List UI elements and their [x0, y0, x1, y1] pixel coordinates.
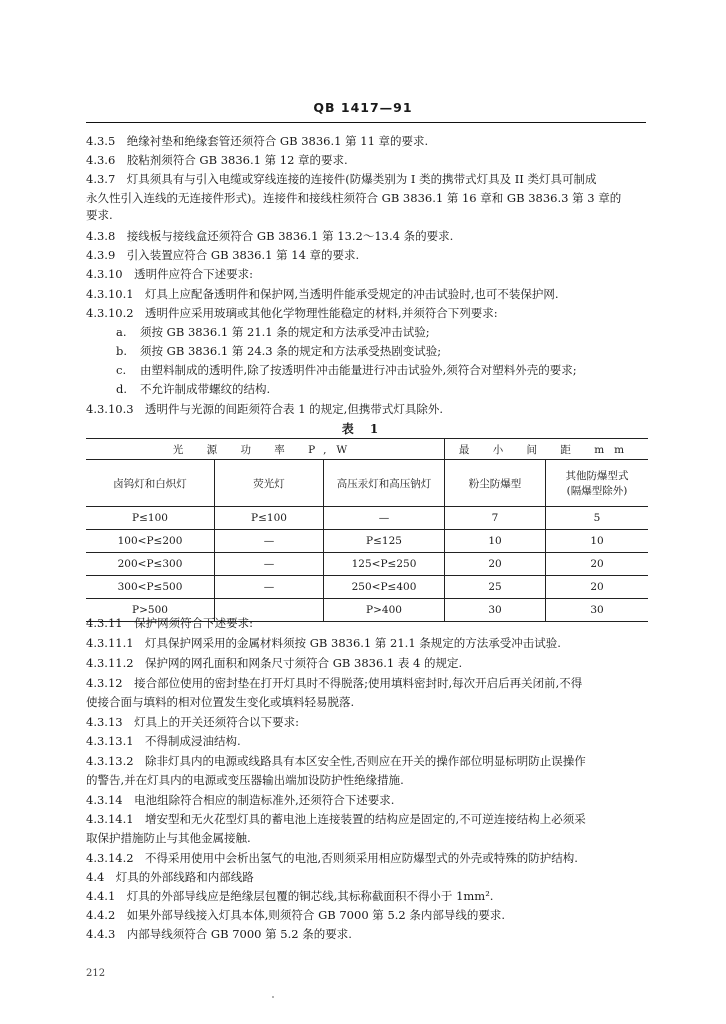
paragraph: 的警告,并在灯具内的电源或变压器输出端加设防护性绝缘措施. [86, 773, 404, 787]
list-item-text: 须按 GB 3836.1 第 24.3 条的规定和方法承受热剧变试验; [140, 344, 442, 358]
table-cell: 7 [445, 507, 546, 530]
table-row [86, 507, 648, 530]
table-cell: 25 [445, 576, 546, 599]
paragraph: 4.3.10 透明件应符合下述要求: [86, 267, 253, 281]
paragraph: 4.4.1 灯具的外部导线应是绝缘层包覆的铜芯线,其标称截面积不得小于 1mm². [86, 889, 494, 903]
list-item-text: 不允许制成带螺纹的结构. [140, 382, 271, 396]
paragraph: 4.3.7 灯具须具有与引入电缆或穿线连接的连接件(防爆类别为 I 类的携带式灯具及 II 类灯具可制成 [86, 172, 597, 186]
list-item [116, 361, 656, 380]
paragraph: 取保护措施防止与其他金属接触. [86, 831, 251, 845]
table-cell: 100<P≤200 [86, 530, 215, 553]
table-header-row [86, 460, 648, 507]
table-cell: 10 [445, 530, 546, 553]
paragraph: 4.3.11.2 保护网的网孔面积和网条尺寸须符合 GB 3836.1 表 4 的规定. [86, 656, 463, 670]
list-item [116, 342, 656, 361]
table-column-header [546, 460, 649, 507]
table-group-header-row [86, 439, 648, 460]
list-item-label: a. [116, 325, 127, 339]
table-cell: 30 [546, 599, 649, 622]
table-column-header: 粉尘防爆型 [445, 460, 546, 507]
paragraph: 4.3.13 灯具上的开关还须符合以下要求: [86, 715, 299, 729]
paragraph: 永久性引入连线的无连接件形式)。连接件和接线柱须符合 GB 3836.1 第 16 章和 GB 3836.3 第 3 章的 [86, 191, 622, 205]
list-item [116, 380, 656, 399]
list-item-text: 须按 GB 3836.1 第 21.1 条的规定和方法承受冲击试验; [140, 325, 430, 339]
paragraph: 4.3.11.1 灯具保护网采用的金属材料须按 GB 3836.1 第 21.1 条规定的方法承受冲击试验. [86, 636, 561, 650]
paragraph: 4.3.13.1 不得制成浸油结构. [86, 734, 241, 748]
paragraph: 4.3.10.2 透明件应采用玻璃或其他化学物理性能稳定的材料,并须符合下列要求: [86, 306, 498, 320]
list-item-label: d. [116, 382, 128, 396]
paragraph: 4.3.9 引入装置应符合 GB 3836.1 第 14 章的要求. [86, 248, 360, 262]
paragraph: 4.3.8 接线板与接线盒还须符合 GB 3836.1 第 13.2～13.4 条的要求. [86, 229, 454, 243]
table-cell: P>500 [86, 599, 215, 622]
table-cell: P≤100 [215, 507, 324, 530]
paragraph: 4.3.11 保护网须符合下述要求: [86, 616, 253, 630]
paragraph: 4.3.12 接合部位使用的密封垫在打开灯具时不得脱落;使用填料密封时,每次开启后再关闭前,不得 [86, 676, 583, 690]
table-cell: — [215, 553, 324, 576]
paragraph: 4.4.2 如果外部导线接入灯具本体,则须符合 GB 7000 第 5.2 条内部导线的要求. [86, 908, 506, 922]
table-group-header: 光 源 功 率 P,W [86, 439, 445, 460]
list-item-text: 由塑料制成的透明件,除了按透明件冲击能量进行冲击试验外,须符合对塑料外壳的要求; [140, 363, 577, 377]
table-group-header: 最 小 间 距 mm [445, 439, 649, 460]
table-caption: 表 1 [341, 422, 385, 436]
table-column-header-line: (隔爆型除外) [566, 485, 628, 497]
table-cell: 300<P≤500 [86, 576, 215, 599]
paragraph: 4.3.10.3 透明件与光源的间距须符合表 1 的规定,但携带式灯具除外. [86, 402, 443, 416]
table-row [86, 530, 648, 553]
table-cell: 5 [546, 507, 649, 530]
header-rule [86, 122, 646, 123]
paragraph: 4.3.10.1 灯具上应配备透明件和保护网,当透明件能承受规定的冲击试验时,也可不装保护网. [86, 287, 559, 301]
standard-number-header: QB 1417—91 [313, 100, 413, 115]
paragraph: 4.3.14.1 增安型和无火花型灯具的蓄电池上连接装置的结构应是固定的,不可逆连接结构上必须采 [86, 812, 586, 826]
list-item-label: c. [116, 363, 127, 377]
table-cell: 20 [445, 553, 546, 576]
table-column-header-line: 其他防爆型式 [565, 470, 629, 482]
table-cell: 250<P≤400 [324, 576, 445, 599]
table-column-header: 卤钨灯和白炽灯 [86, 460, 215, 507]
table-cell: 20 [546, 576, 649, 599]
table-cell: P≤125 [324, 530, 445, 553]
table-column-header: 荧光灯 [215, 460, 324, 507]
table-row [86, 553, 648, 576]
table-cell: — [215, 530, 324, 553]
paragraph: 4.3.6 胶粘剂须符合 GB 3836.1 第 12 章的要求. [86, 153, 348, 167]
table-cell: 20 [546, 553, 649, 576]
paragraph: 4.3.5 绝缘衬垫和绝缘套管还须符合 GB 3836.1 第 11 章的要求. [86, 134, 429, 148]
table-cell: 10 [546, 530, 649, 553]
list-item [116, 323, 656, 342]
table-cell: 30 [445, 599, 546, 622]
list-item-label: b. [116, 344, 128, 358]
paragraph: 要求. [86, 208, 113, 222]
paragraph: 4.3.14.2 不得采用使用中会析出氢气的电池,否则须采用相应防爆型式的外壳或特殊的防护结构. [86, 851, 578, 865]
scan-speck [272, 996, 274, 998]
spacing-table [86, 438, 648, 622]
page-number: 212 [86, 968, 106, 979]
table-column-header: 高压汞灯和高压钠灯 [324, 460, 445, 507]
table-cell: — [215, 576, 324, 599]
table-row [86, 576, 648, 599]
paragraph: 4.4.3 内部导线须符合 GB 7000 第 5.2 条的要求. [86, 927, 352, 941]
table-cell: 200<P≤300 [86, 553, 215, 576]
paragraph: 4.3.13.2 除非灯具内的电源或线路具有本区安全性,否则应在开关的操作部位明显标明防止误操作 [86, 754, 586, 768]
table-cell: P≤100 [86, 507, 215, 530]
paragraph: 4.4 灯具的外部线路和内部线路 [86, 870, 254, 884]
paragraph: 使接合面与填料的相对位置发生变化或填料轻易脱落. [86, 695, 355, 709]
paragraph: 4.3.14 电池组除符合相应的制造标准外,还须符合下述要求. [86, 793, 395, 807]
table-cell: — [324, 507, 445, 530]
table-cell: 125<P≤250 [324, 553, 445, 576]
table-cell: P>400 [324, 599, 445, 622]
